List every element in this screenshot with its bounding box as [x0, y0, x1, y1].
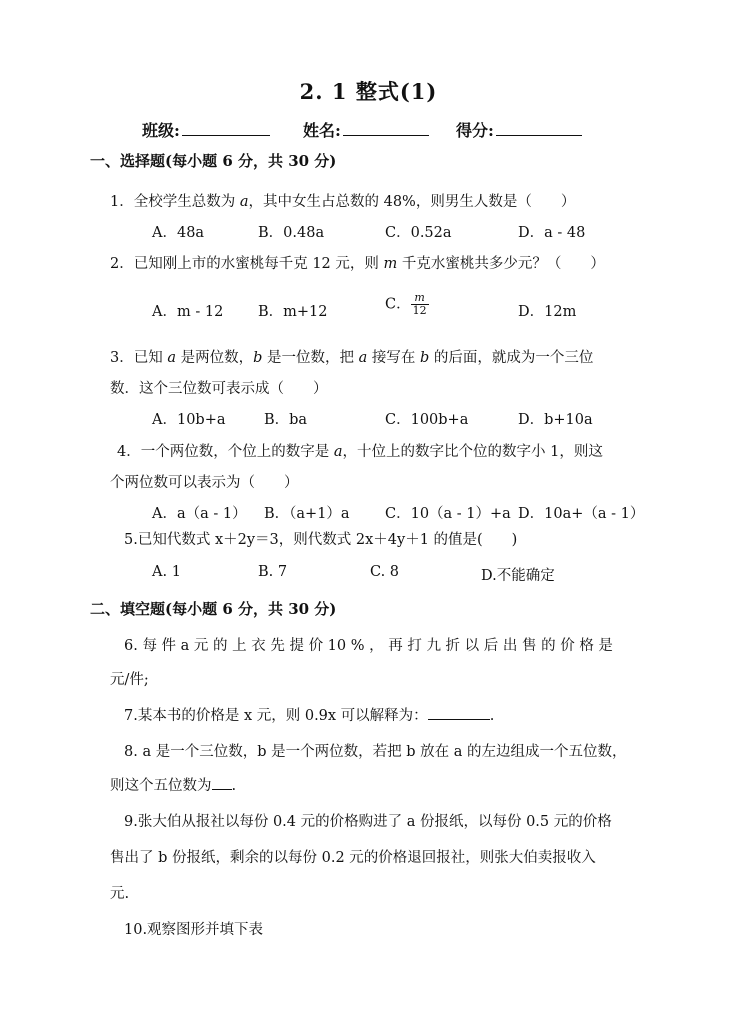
question-5: 5.已知代数式 x＋2y＝3，则代数式 2x＋4y＋1 的值是( ) — [124, 532, 518, 548]
q1-text-b: ，其中女生占总数的 48%，则男生人数是（ ） — [248, 194, 576, 210]
page-title: 2. 1 整式(1) — [299, 79, 438, 104]
question-1 — [110, 190, 575, 211]
q3-option-a: A．10b+a — [152, 412, 226, 428]
question-3-line-1 — [110, 346, 593, 367]
q5-option-c: C. 8 — [370, 564, 400, 580]
q5-option-b: B. 7 — [258, 564, 288, 580]
q2-text-a: 2．已知刚上市的水蜜桃每千克 12 元，则 — [110, 256, 384, 272]
q4-option-a: A．a（a - 1） — [152, 506, 247, 522]
question-9-line-3: 元. — [110, 886, 130, 902]
q1-option-a: A．48a — [152, 225, 205, 241]
q5-option-a: A. 1 — [152, 564, 181, 580]
score-blank — [496, 120, 582, 136]
q1-option-c: C．0.52a — [385, 225, 452, 241]
q3-var-b: b — [253, 350, 263, 366]
q3-part-2: 是两位数， — [176, 350, 254, 366]
q1-option-b: B．0.48a — [258, 225, 325, 241]
q2-option-c — [385, 292, 429, 317]
section2-heading: 二、填空题(每小题 6 分，共 30 分) — [90, 600, 337, 618]
q3-part-1: 3．已知 — [110, 350, 168, 366]
fraction-numerator: m — [411, 292, 429, 305]
question-3-line-2: 数．这个三位数可表示成（ ） — [110, 381, 328, 397]
q4-part-1: 4．一个两位数，个位上的数字是 — [117, 444, 334, 460]
score-field — [456, 118, 582, 141]
class-field — [142, 118, 270, 141]
q3-var-a-2: a — [358, 350, 368, 366]
question-9-line-1: 9.张大伯从报社以每份 0.4 元的价格购进了 a 份报纸，以每份 0.5 元的价格 — [124, 814, 612, 830]
name-blank — [343, 120, 429, 136]
q3-var-a: a — [167, 350, 176, 366]
q2-text-b: 千克水蜜桃共多少元？（ ） — [397, 256, 605, 272]
q3-part-4: 接写在 — [367, 350, 420, 366]
q3-part-3: 是一位数，把 — [262, 350, 359, 366]
q3-option-d: D．b+10a — [518, 412, 593, 428]
question-9-line-2: 售出了 b 份报纸，剩余的以每份 0.2 元的价格退回报社，则张大伯卖报收入 — [110, 850, 596, 866]
q2-option-b: B．m+12 — [258, 304, 328, 320]
q7-text: 7.某本书的价格是 x 元，则 0.9x 可以解释为： — [124, 708, 428, 724]
q2-option-a: A．m - 12 — [152, 304, 224, 320]
name-label: 姓名: — [303, 121, 341, 140]
question-4-line-2: 个两位数可以表示为（ ） — [110, 475, 299, 491]
q3-option-c: C．100b+a — [385, 412, 469, 428]
question-10: 10.观察图形并填下表 — [124, 922, 264, 938]
question-2 — [110, 252, 605, 273]
q4-option-b: B．（a+1）a — [264, 506, 350, 522]
q5-option-d: D.不能确定 — [481, 568, 555, 584]
q7-answer-blank — [428, 719, 490, 720]
q4-var: a — [333, 444, 343, 460]
q1-var: a — [239, 194, 249, 210]
q2-fraction — [411, 292, 429, 317]
question-8-line-1: 8. a 是一个三位数，b 是一个两位数，若把 b 放在 a 的左边组成一个五位数， — [124, 744, 627, 760]
q2-option-c-prefix: C． — [385, 296, 411, 313]
fraction-denominator: 12 — [412, 304, 427, 317]
class-blank — [182, 120, 270, 136]
score-label: 得分: — [456, 121, 494, 140]
section1-heading: 一、选择题(每小题 6 分，共 30 分) — [90, 152, 337, 170]
q7-end: . — [489, 708, 495, 724]
q1-text-a: 1．全校学生总数为 — [110, 194, 240, 210]
question-6-line-1: 6. 每 件 a 元 的 上 衣 先 提 价 10 % ， 再 打 九 折 以 后 出 售 的 价 格 是 — [124, 638, 613, 654]
name-field — [303, 118, 429, 141]
q3-part-5: 的后面，就成为一个三位 — [429, 350, 594, 366]
question-8-line-2 — [110, 774, 236, 795]
question-7 — [124, 704, 494, 725]
q4-option-c: C．10（a - 1）+a — [385, 506, 511, 522]
q2-var: m — [383, 256, 398, 272]
q4-part-2: ，十位上的数字比个位的数字小 1，则这 — [342, 444, 603, 460]
q3-option-b: B．ba — [264, 412, 308, 428]
q8-end: . — [231, 778, 237, 794]
q3-var-b-2: b — [420, 350, 430, 366]
class-label: 班级: — [142, 121, 180, 140]
q2-option-d: D．12m — [518, 304, 577, 320]
q4-option-d: D．10a+（a - 1） — [518, 506, 645, 522]
q8-text: 则这个五位数为 — [110, 778, 212, 794]
question-4-line-1 — [117, 440, 603, 461]
q8-answer-blank — [212, 789, 232, 790]
q1-option-d: D．a - 48 — [518, 225, 586, 241]
question-6-line-2: 元/件; — [110, 672, 149, 688]
